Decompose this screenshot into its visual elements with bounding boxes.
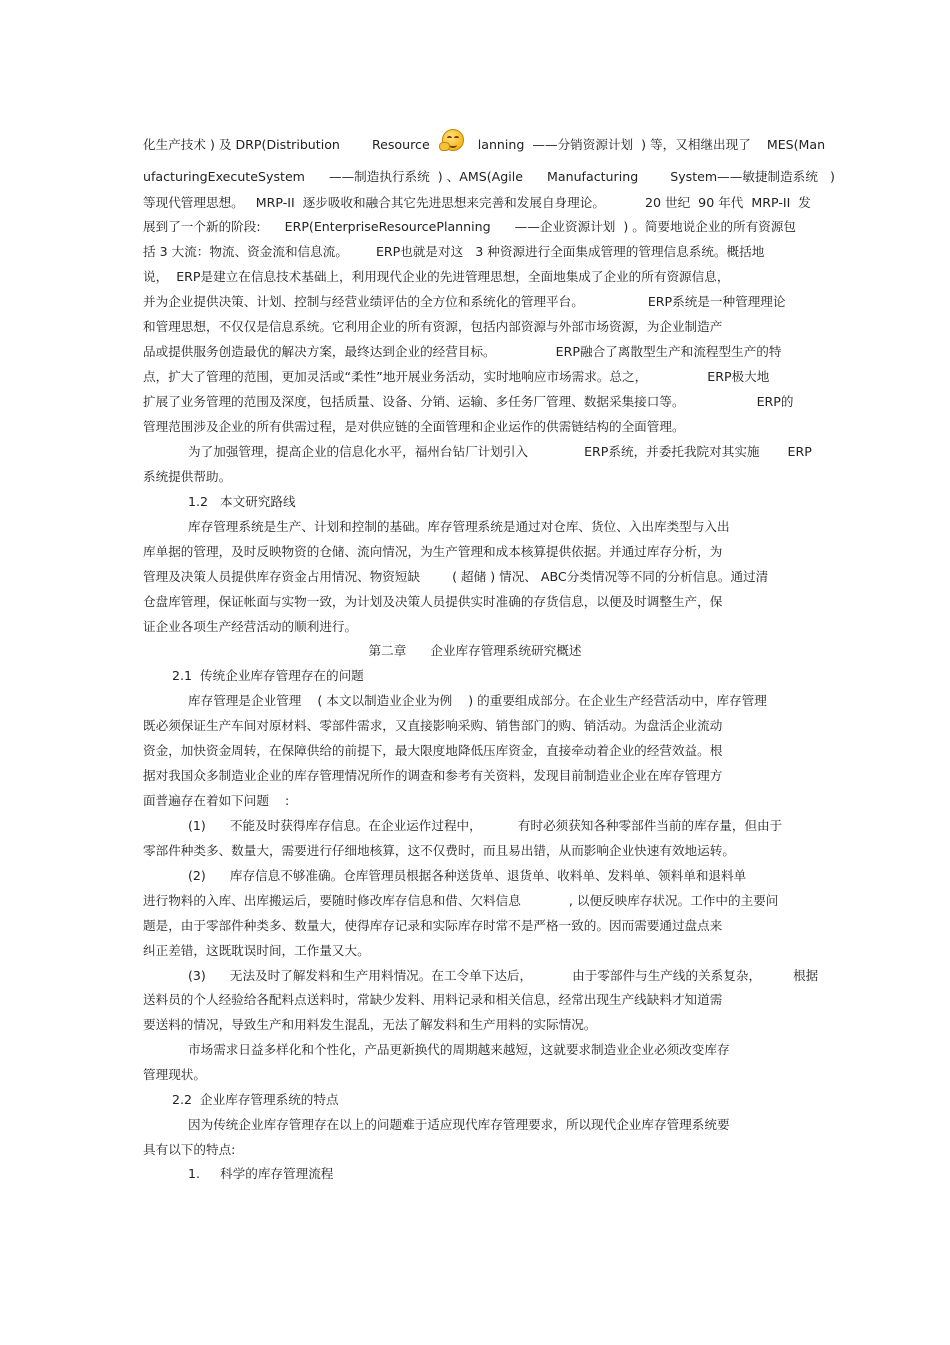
- paragraph-line: 括 3 大流：物流、资金流和信息流。 ERP也就是对这 3 种资源进行全面集成管理的管理信息系统。概括地: [143, 244, 765, 259]
- paragraph-line: 具有以下的特点:: [143, 1142, 236, 1157]
- chapter-title: 第二章 企业库存管理系统研究概述: [368, 643, 582, 658]
- paragraph-line: 扩展了业务管理的范围及深度，包括质量、设备、分销、运输、多任务厂管理、数据采集接口等。 ERP的: [143, 394, 794, 409]
- paragraph-line: 进行物料的入库、出库搬运后，要随时修改库存信息和借、欠料信息 , 以便反映库存状况。工作中的主要问: [143, 893, 779, 908]
- paragraph-line: 和管理思想，不仅仅是信息系统。它利用企业的所有资源，包括内部资源与外部市场资源，为企业制造产: [143, 319, 723, 334]
- paragraph-line: 管理及决策人员提供库存资金占用情况、物资短缺 ( 超储 ) 情况、 ABC分类情况等不同的分析信息。通过清: [143, 569, 769, 584]
- section-heading-1-2: 1.2 本文研究路线: [188, 494, 296, 509]
- paragraph-line: 管理现状。: [143, 1067, 206, 1082]
- paragraph-line: 展到了一个新的阶段: ERP(EnterpriseResourcePlanning ——企业资源计划 ) 。简要地说企业的所有资源包: [143, 219, 797, 234]
- paragraph-line: 化生产技术 ) 及 DRP(Distribution Resource lanning ——分销资源计划 ) 等，又相继出现了 MES(Man: [143, 137, 826, 152]
- paragraph-line: 要送料的情况，导致生产和用料发生混乱，无法了解发料和生产用料的实际情况。: [143, 1017, 597, 1032]
- list-item-line: (1) 不能及时获得库存信息。在企业运作过程中， 有时必须获知各种零部件当前的库存量，但由于: [188, 818, 783, 833]
- paragraph-line: 既必须保证生产车间对原材料、零部件需求，又直接影响采购、销售部门的购、销活动。为盘活企业流动: [143, 718, 723, 733]
- paragraph-line: 等现代管理思想。 MRP-II 逐步吸收和融合其它先进思想来完善和发展自身理论。 20 世纪 90 年代 MRP-II 发: [143, 195, 811, 210]
- section-heading-2-2: 2.2 企业库存管理系统的特点: [172, 1092, 339, 1107]
- paragraph-line: 因为传统企业库存管理存在以上的问题难于适应现代库存管理要求，所以现代企业库存管理系统要: [188, 1117, 730, 1132]
- list-item-line: (2) 库存信息不够准确。仓库管理员根据各种送货单、退货单、收料单、发料单、领料单和退料单: [188, 868, 747, 883]
- paragraph-line: 零部件种类多、数量大，需要进行仔细地核算，这不仅费时，而且易出错，从而影响企业快速有效地运转。: [143, 843, 735, 858]
- paragraph-line: 点，扩大了管理的范围，更加灵活或“柔性”地开展业务活动，实时地响应市场需求。总之， ERP极大地: [143, 369, 770, 384]
- paragraph-line: 库单据的管理，及时反映物资的仓储、流向情况，为生产管理和成本核算提供依据。并通过库存分析，为: [143, 544, 723, 559]
- paragraph-line: 资金，加快资金周转，在保障供给的前提下，最大限度地降低压库资金，直接牵动着企业的经营效益。根: [143, 743, 723, 758]
- paragraph-line: 说， ERP是建立在信息技术基础上，利用现代企业的先进管理思想，全面地集成了企业的所有资源信息，: [143, 269, 730, 284]
- paragraph-line: 送料员的个人经验给各配料点送料时，常缺少发料、用料记录和相关信息，经常出现生产线缺料才知道需: [143, 992, 723, 1007]
- paragraph-line: 证企业各项生产经营活动的顺利进行。: [143, 619, 358, 634]
- paragraph-line: 市场需求日益多样化和个性化，产品更新换代的周期越来越短，这就要求制造业企业必须改变库存: [188, 1042, 730, 1057]
- paragraph-line: 题是，由于零部件种类多、数量大，使得库存记录和实际库存时常不是严格一致的。因而需要通过盘点来: [143, 918, 723, 933]
- section-heading-2-1: 2.1 传统企业库存管理存在的问题: [172, 668, 364, 683]
- paragraph-line: 品或提供服务创造最优的解决方案，最终达到企业的经营目标。 ERP融合了离散型生产和流程型生产的特: [143, 344, 782, 359]
- paragraph-line: ufacturingExecuteSystem ——制造执行系统 ) 、AMS(Agile Manufacturing System——敏捷制造系统 ): [143, 169, 835, 184]
- paragraph-line: 仓盘库管理，保证帐面与实物一致，为计划及决策人员提供实时准确的存货信息，以便及时调整生产，保: [143, 594, 723, 609]
- paragraph-line: 系统提供帮助。: [143, 469, 232, 484]
- paragraph-line: 管理范围涉及企业的所有供需过程，是对供应链的全面管理和企业运作的供需链结构的全面管理。: [143, 419, 685, 434]
- paragraph-line: 纠正差错，这既耽误时间，工作量又大。: [143, 943, 370, 958]
- paragraph-line: 据对我国众多制造业企业的库存管理情况所作的调查和参考有关资料，发现目前制造业企业在库存管理方: [143, 768, 723, 783]
- paragraph-line: 库存管理是企业管理 ( 本文以制造业企业为例 ) 的重要组成部分。在企业生产经营活动中，库存管理: [188, 693, 767, 708]
- list-item-line: (3) 无法及时了解发料和生产用料情况。在工令单下达后， 由于零部件与生产线的关系复杂， 根据: [188, 968, 819, 983]
- list-item-line: 1. 科学的库存管理流程: [188, 1166, 334, 1181]
- paragraph-line: 库存管理系统是生产、计划和控制的基础。库存管理系统是通过对仓库、货位、入出库类型与入出: [188, 519, 730, 534]
- paragraph-line: 为了加强管理，提高企业的信息化水平，福州台钻厂计划引入 ERP系统，并委托我院对其实施 ERP: [188, 444, 812, 459]
- paragraph-line: 面普遍存在着如下问题 :: [143, 793, 290, 808]
- paragraph-line: 并为企业提供决策、计划、控制与经营业绩评估的全方位和系统化的管理平台。 ERP系统是一种管理理论: [143, 294, 786, 309]
